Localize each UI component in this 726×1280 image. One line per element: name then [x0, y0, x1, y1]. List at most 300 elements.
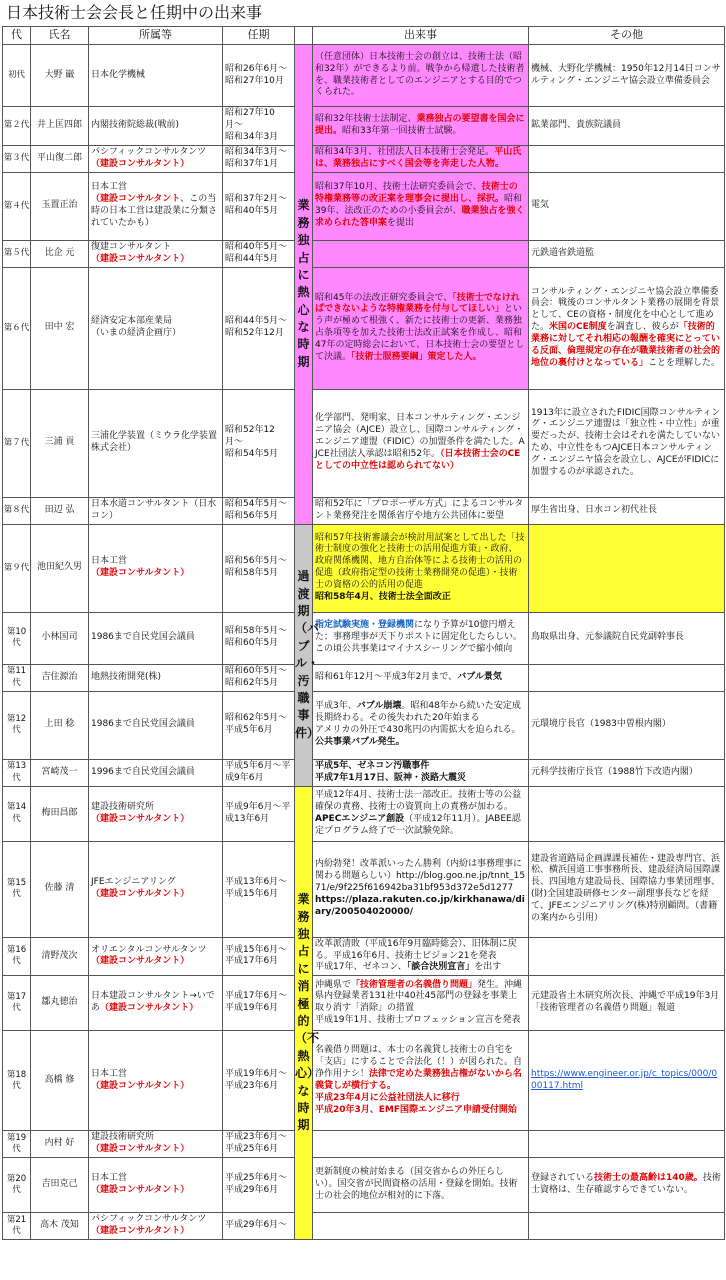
other-cell	[529, 45, 725, 107]
event-cell	[313, 172, 529, 240]
event-text: 発生。沖縄県内登録業者131社中40社45部門の登録を事業上取り消す「消除」の措置	[315, 979, 523, 1014]
event-text: 沖縄県で	[315, 979, 352, 990]
table-row	[3, 45, 725, 107]
event-text: 昭和39年、法改正のための小委員会が、	[315, 194, 523, 217]
org-text: 1986まで自民党国会議員	[91, 632, 195, 643]
generation-cell: 第６代	[3, 267, 31, 389]
other-cell	[529, 937, 725, 976]
generation-cell: 第12代	[3, 691, 31, 759]
org-text: 日本工営	[91, 1068, 128, 1079]
org-text: （建設コンサルタント）	[91, 1185, 190, 1196]
org-cell	[89, 1131, 223, 1158]
event-text: 。昭和48年から続いた安定成長期終わる。その後失われた20年始まる	[315, 701, 521, 724]
other-text: を調査し、彼らが	[606, 322, 679, 333]
name-cell: 吉田克己	[31, 1158, 89, 1213]
org-cell	[89, 612, 223, 664]
event-text: 昭和61年12月〜平成3年2月まで、	[315, 671, 458, 682]
org-cell	[89, 1213, 223, 1240]
org-text: （建設コンサルタント）	[91, 813, 190, 824]
event-text: という声が極めて根強く、新たに技術士の更新、業務独占条項等を加えた技術士法改正試案を作成し、昭和47年の定時総会において、日本技術士会の要望として決議。	[315, 304, 525, 362]
generation-cell: 第17代	[3, 976, 31, 1031]
event-cell	[313, 1158, 529, 1213]
other-cell	[529, 240, 725, 267]
event-text: （平成12年11月）。JABEE認定プログラム終了で一次試験免除。	[315, 813, 521, 836]
table-row	[3, 172, 725, 240]
table-row	[3, 1158, 725, 1213]
term-cell	[223, 1031, 295, 1131]
event-text: 「技術士服務要綱」策定した人。	[351, 351, 482, 362]
event-text: 昭和34年3月、社団法人日本技術士会発足。	[315, 146, 495, 157]
term-cell	[223, 1213, 295, 1240]
generation-cell: 第11代	[3, 664, 31, 691]
event-text: 昭和33年第一回技術士試験。	[342, 125, 462, 136]
term-line: 平成5年6月〜平成9年6月	[225, 760, 291, 783]
org-cell	[89, 841, 223, 937]
event-text: この頃公共事業はマイナスシーリングで縮小傾向	[315, 644, 513, 655]
table-row	[3, 786, 725, 841]
term-line: 昭和37年1月	[225, 158, 279, 169]
table-row	[3, 107, 725, 146]
event-text: 平成12年4月、技術士法一部改正。技術士等の公益確保の責務、技術士の資質向上の責務が加わる。	[315, 789, 522, 812]
other-cell	[529, 389, 725, 497]
event-cell	[313, 976, 529, 1031]
event-cell	[313, 267, 529, 389]
term-cell	[223, 664, 295, 691]
term-line: 平成17年6月	[225, 956, 279, 967]
header-event: 出来事	[313, 27, 529, 45]
event-text: 内紛勃発！改革派いったん勝利（内紛は事務理事に関わる問題らしい）http://blog.goo.ne.jp/tnnt_1571/e/9f225f616942ba31bf953d372e5d1277	[315, 859, 526, 894]
table-row	[3, 1031, 725, 1131]
other-cell	[529, 841, 725, 937]
term-line: 平成17年6月〜	[225, 991, 288, 1002]
org-cell	[89, 786, 223, 841]
term-line: 平成13年6月〜	[225, 877, 288, 888]
org-cell	[89, 976, 223, 1031]
event-cell	[313, 1031, 529, 1131]
event-text: 業務独占の要望書を国会に提出。	[315, 113, 525, 136]
org-cell	[89, 389, 223, 497]
term-line: 昭和62年5月	[225, 677, 279, 688]
term-cell	[223, 389, 295, 497]
other-text: 機械、大野化学機械：1950年12月14日コンサルティング・エンジニヤ協会設立準備委員会	[531, 63, 721, 86]
org-text: 地熱技術開発(株)	[91, 671, 162, 682]
org-text: （いまの経済企画庁）	[91, 328, 182, 339]
other-cell	[529, 664, 725, 691]
name-cell: 吉住源治	[31, 664, 89, 691]
table-row	[3, 1131, 725, 1158]
term-cell	[223, 976, 295, 1031]
event-text: 平成7年1月17日、阪神・淡路大震災	[315, 772, 467, 783]
org-cell	[89, 172, 223, 240]
term-line: 平成15年6月	[225, 889, 279, 900]
org-text: （建設コンサルタント）	[91, 158, 190, 169]
event-text: 法律で定めた業務独占権がないから名義貸しが横行する。	[315, 1068, 522, 1091]
generation-cell: 第14代	[3, 786, 31, 841]
event-text: 平成17年、ゼネコン、	[315, 962, 407, 973]
table-row	[3, 976, 725, 1031]
event-text: 昭和37年10月、技術士法研究委員会で、	[315, 182, 482, 193]
era-label: 過渡期（バブル・汚職事件）	[295, 524, 313, 786]
table-row	[3, 691, 725, 759]
event-cell	[313, 145, 529, 172]
org-cell	[89, 267, 223, 389]
term-cell	[223, 612, 295, 664]
org-cell	[89, 759, 223, 786]
term-cell	[223, 240, 295, 267]
event-text: 平成3年、	[315, 701, 357, 712]
org-text: 経済安定本部産業局	[91, 316, 173, 327]
term-line: 平成25年6月	[225, 1144, 279, 1155]
org-text: （建設コンサルタント）	[91, 956, 190, 967]
term-line: 昭和44年5月	[225, 253, 279, 264]
term-line: 昭和40年5月	[225, 206, 279, 217]
name-cell: 大野 巌	[31, 45, 89, 107]
other-cell	[529, 786, 725, 841]
event-text: 更新制度の検討始まる（国交省からの外圧らしい）。国交省が民間資格の活用・登録を開始。技術士の社会的地位が相対的に下落。	[315, 1167, 518, 1202]
other-text: 登録されている	[531, 1173, 595, 1184]
org-text: 日本工営	[91, 182, 128, 193]
header-org: 所属等	[89, 27, 223, 45]
generation-cell: 第10代	[3, 612, 31, 664]
term-line: 昭和52年12月	[225, 328, 284, 339]
event-text: 昭和32年技術士法制定、	[315, 113, 417, 124]
name-cell: 清野茂次	[31, 937, 89, 976]
name-cell: 上田 稔	[31, 691, 89, 759]
term-cell	[223, 1158, 295, 1213]
generation-cell: 第19代	[3, 1131, 31, 1158]
term-line: 昭和44年5月〜	[225, 316, 288, 327]
name-cell: 宮崎茂一	[31, 759, 89, 786]
other-cell	[529, 612, 725, 664]
event-cell	[313, 497, 529, 524]
event-text: 昭和58年4月、技術士法全面改正	[315, 591, 451, 602]
org-text: オリエンタルコンサルタンツ	[91, 944, 207, 955]
term-line: 昭和60年5月	[225, 638, 279, 649]
term-cell	[223, 497, 295, 524]
term-line: 平成29年6月〜	[225, 1220, 288, 1231]
name-cell: 高木 茂知	[31, 1213, 89, 1240]
event-cell	[313, 240, 529, 267]
event-text: （日本技術士会のCEとしての中立性は認められてない）	[315, 449, 521, 471]
other-text: 電気	[531, 200, 550, 211]
other-cell	[529, 1213, 725, 1240]
generation-cell: 第２代	[3, 107, 31, 146]
term-line: 昭和26年6月〜	[225, 63, 288, 74]
header-era	[295, 27, 313, 45]
other-text: 元環境庁長官（1983中曽根内閣）	[531, 719, 671, 730]
org-text: 1996まで自民党国会議員	[91, 766, 195, 777]
name-cell: 比企 元	[31, 240, 89, 267]
chairman-table	[2, 26, 725, 1240]
other-cell	[529, 1158, 725, 1213]
org-text: 内閣技術院総裁(戦前)	[91, 119, 180, 130]
era-label: 業務独占に消極的（不熱心）な時期	[295, 786, 313, 1240]
term-line: 平成9年6月〜平成13年6月	[225, 801, 291, 824]
event-text: 公共事業バブル発生。	[315, 737, 405, 747]
org-cell	[89, 664, 223, 691]
generation-cell: 第13代	[3, 759, 31, 786]
org-cell	[89, 45, 223, 107]
generation-cell: 第４代	[3, 172, 31, 240]
other-cell	[529, 759, 725, 786]
term-line: 昭和34年3月	[225, 131, 279, 142]
org-text: パシフィックコンサルタンツ	[91, 146, 207, 157]
org-cell	[89, 240, 223, 267]
event-cell	[313, 1213, 529, 1240]
org-cell	[89, 1158, 223, 1213]
generation-cell: 第18代	[3, 1031, 31, 1131]
event-cell	[313, 524, 529, 612]
event-text: 昭和52年に「プロポーザル方式」によるコンサルタント業務発注を関係省庁や地方公共団体に要望	[315, 498, 524, 521]
term-cell	[223, 172, 295, 240]
other-text: 元科学技術庁長官（1988竹下改造内閣）	[531, 766, 698, 777]
term-line: 平成15年6月〜	[225, 944, 288, 955]
table-row	[3, 145, 725, 172]
event-cell	[313, 1131, 529, 1158]
generation-cell: 第９代	[3, 524, 31, 612]
other-text: ことを理解した。	[648, 357, 721, 368]
org-cell	[89, 145, 223, 172]
generation-cell: 第５代	[3, 240, 31, 267]
term-line: 昭和54年5月〜	[225, 498, 288, 509]
term-cell	[223, 786, 295, 841]
term-cell	[223, 267, 295, 389]
other-text: 「技術的業務に対してそれ相応の報酬を確実にとっている反面、倫理規定の存在が職業技術者の社会的地位の裏付けとなっている」	[531, 322, 721, 368]
event-text: 「技術管理者の名義借り問題」	[351, 979, 478, 990]
table-row	[3, 524, 725, 612]
era-label: 業務独占に熱心な時期	[295, 45, 313, 525]
other-text: 技術士の最高齢は140歳。	[594, 1173, 703, 1184]
term-cell	[223, 524, 295, 612]
term-line: 昭和60年5月〜	[225, 665, 288, 676]
other-text: 鳥取県出身、元参議院自民党副幹事長	[531, 632, 685, 643]
event-text: （任意団体）日本技術士会の創立は、技術士法（昭和32年）ができるより前。戦争から帰還した技術者を、職業技術者としてのエンジニアとする目的でつくられた。	[315, 51, 525, 98]
org-cell	[89, 524, 223, 612]
header-term: 任期	[223, 27, 295, 45]
table-row	[3, 759, 725, 786]
name-cell: 佐藤 清	[31, 841, 89, 937]
generation-cell: 第21代	[3, 1213, 31, 1240]
event-text: 名義借り問題は、本士の名義貸し技術士の自宅を「支店」にすることで合法化（！）が図られた。自浄作用ナシ！	[315, 1045, 523, 1079]
org-text: 建設技術研究所	[91, 1132, 155, 1143]
event-cell	[313, 664, 529, 691]
page-title: 日本技術士会会長と任期中の出来事	[6, 3, 263, 22]
other-cell	[529, 976, 725, 1031]
term-line: 平成19年6月	[225, 1003, 279, 1014]
header-name: 氏名	[31, 27, 89, 45]
org-text: 日本水道コンサルタント（日水コン）	[91, 498, 217, 521]
event-text: 平成19年1月、技術士プロフェッション宣言を発表	[315, 1015, 521, 1026]
term-line: 昭和40年5月〜	[225, 241, 288, 252]
event-text: バブル景気	[457, 671, 502, 682]
org-text: 三浦化学装置（ミウラ化学装置株式会社）	[91, 431, 218, 454]
generation-cell: 第８代	[3, 497, 31, 524]
org-text: 日本工営	[91, 556, 128, 567]
event-text: 平成5年、ゼネコン汚職事件	[315, 760, 430, 771]
term-cell	[223, 107, 295, 146]
generation-cell: 第15代	[3, 841, 31, 937]
org-text: （建設コンサルタント）	[91, 1226, 190, 1237]
generation-cell: 第20代	[3, 1158, 31, 1213]
term-line: 平成23年6月	[225, 1080, 279, 1091]
org-text: 日本化学機械	[91, 69, 146, 80]
other-cell	[529, 497, 725, 524]
other-cell	[529, 172, 725, 240]
generation-cell: 第３代	[3, 145, 31, 172]
term-cell	[223, 45, 295, 107]
name-cell: 田辺 弘	[31, 497, 89, 524]
header-dai: 代	[3, 27, 31, 45]
event-text: を提出	[387, 218, 415, 228]
other-cell	[529, 107, 725, 146]
term-line: 昭和54年5月	[225, 449, 279, 460]
org-text: 復建コンサルタント	[91, 241, 172, 252]
event-text: 指定試験実施・登録機関	[315, 620, 415, 631]
event-cell	[313, 45, 529, 107]
other-cell	[529, 145, 725, 172]
name-cell: 玉置正治	[31, 172, 89, 240]
org-text: （建設コンサルタント	[91, 194, 181, 205]
org-text: 、この当時の日本工営は建設業に分類されていたかも）	[91, 194, 218, 228]
org-text: （建設コンサルタント）	[91, 253, 190, 264]
name-cell: 池田紀久男	[31, 524, 89, 612]
org-text: 日本建設コンサルタント→いであ	[91, 991, 215, 1014]
generation-cell: 第16代	[3, 937, 31, 976]
other-text: 1913年に設立されたFIDIC国際コンサルティング・エンジニア連盟は「独立性・中立性」が重要だったが、技術士会はそれを満たしていないため、中立性をもつAJCE日本コンサルティング・エンジニヤ協会を設立し、AJCEがFIDICに加盟するのが承認された。	[531, 407, 721, 477]
term-cell	[223, 1131, 295, 1158]
event-text: 平山氏は、業務独占にすべく国会等を奔走した人物。	[315, 146, 522, 169]
table-row	[3, 664, 725, 691]
name-cell: 梅田昌郎	[31, 786, 89, 841]
org-cell	[89, 497, 223, 524]
event-cell	[313, 841, 529, 937]
table-row	[3, 267, 725, 389]
org-text: 建設技術研究所	[91, 801, 155, 812]
table-row	[3, 240, 725, 267]
name-cell: 小林国司	[31, 612, 89, 664]
name-cell: 田中 宏	[31, 267, 89, 389]
name-cell: 三浦 貢	[31, 389, 89, 497]
term-cell	[223, 841, 295, 937]
term-cell	[223, 937, 295, 976]
org-text: （建設コンサルタント）	[91, 568, 190, 579]
org-text: 1986まで自民党国会議員	[91, 719, 195, 730]
event-text: アメリカの外圧で430兆円の内需拡大を迫られる。	[315, 725, 521, 736]
term-line: 平成29年6月	[225, 1185, 279, 1196]
event-cell	[313, 937, 529, 976]
event-text: 平成23年4月に公益社団法人に移行	[315, 1092, 460, 1103]
other-text: 鉱業部門、貴族院議員	[531, 119, 622, 130]
term-cell	[223, 691, 295, 759]
table-row	[3, 612, 725, 664]
event-cell	[313, 107, 529, 146]
term-line: 平成25年6月〜	[225, 1173, 288, 1184]
event-text: 「技術士でなければできないような特権業務を付与してほしい」	[315, 292, 520, 315]
event-text: 化学部門、発明家、日本コンサルティング・エンジニア協会（AJCE）設立し、国際コンサルティング・エンジニア連盟（FIDIC）の加盟条件を満たした。AJCE社団法人承認は昭和52年。	[315, 413, 525, 460]
org-cell	[89, 691, 223, 759]
org-text: JFEエンジニアリング	[91, 877, 176, 888]
other-text[interactable]: https://www.engineer.or.jp/c_topics/000/000117.html	[531, 1068, 718, 1091]
term-line: 昭和52年12月〜	[225, 425, 275, 448]
table-row	[3, 497, 725, 524]
term-line: 平成5年6月	[225, 725, 273, 736]
org-text: 日本工営	[91, 1173, 128, 1184]
term-line: 昭和58年5月〜	[225, 626, 288, 637]
header-other: その他	[529, 27, 725, 45]
term-line: 昭和27年10月〜	[225, 108, 275, 130]
org-text: （建設コンサルタント）	[91, 1080, 190, 1091]
event-text: 職業独占を強く求められた答申案	[315, 206, 525, 228]
term-line: 昭和56年5月	[225, 510, 279, 521]
other-cell	[529, 1031, 725, 1131]
name-cell: 平山復二郎	[31, 145, 89, 172]
event-text: 改革派清敗（平成16年9月臨時総会）、旧体制に戻る。平成16年6月、技術士ビジョン21を発表	[315, 938, 517, 961]
name-cell: 鄒丸徳治	[31, 976, 89, 1031]
other-text: 元鉄道省鉄道監	[531, 247, 595, 258]
event-cell	[313, 612, 529, 664]
term-line: 昭和27年10月	[225, 75, 284, 86]
org-text: （建設コンサルタント）	[91, 1144, 190, 1155]
generation-cell: 初代	[3, 45, 31, 107]
term-cell	[223, 759, 295, 786]
org-text: パシフィックコンサルタンツ	[91, 1214, 207, 1225]
term-cell	[223, 145, 295, 172]
term-line: 昭和34年3月〜	[225, 146, 288, 157]
other-cell	[529, 691, 725, 759]
other-text: 米国のCE制度	[549, 322, 607, 333]
table-row	[3, 1213, 725, 1240]
other-text: 厚生省出身、日水コン初代社長	[531, 504, 658, 515]
term-line: 昭和56年5月〜	[225, 556, 288, 567]
event-cell	[313, 389, 529, 497]
term-line: 平成23年6月〜	[225, 1132, 288, 1143]
other-text: コンサルティング・エンジニヤ協会設立準備委員会：戦後のコンサルタント業務の展開を背景として、CEの資格・制度化を中心として進めた。	[531, 286, 720, 333]
event-text: 技術士の特権業務等の改正案を理事会に提出し、採択。	[315, 182, 518, 205]
table-row	[3, 937, 725, 976]
generation-cell: 第７代	[3, 389, 31, 497]
other-cell	[529, 267, 725, 389]
term-line: 昭和62年5月〜	[225, 713, 288, 724]
name-cell: 内村 好	[31, 1131, 89, 1158]
other-text: 元建設省土木研究所次長、沖縄で平成19年3月「技術管理者の名義借り問題」報道	[531, 991, 720, 1014]
event-cell	[313, 759, 529, 786]
event-text: https://plaza.rakuten.co.jp/kirkhanawa/diary/200504020000/	[315, 895, 525, 917]
term-line: 平成19年6月〜	[225, 1068, 288, 1079]
other-text: 技術士資格は、生存確認すらできていない。	[531, 1173, 721, 1196]
org-cell	[89, 107, 223, 146]
org-cell	[89, 937, 223, 976]
event-cell	[313, 691, 529, 759]
table-header-row	[3, 27, 725, 45]
event-text: になり予算が10億円増えた；事務理事が天下りポストに固定化したらしい。	[315, 620, 523, 643]
event-text: バブル崩壊	[356, 701, 402, 712]
event-text: 平成20年3月、EMF国際エンジニア申請受付開始	[315, 1104, 517, 1115]
other-cell	[529, 1131, 725, 1158]
event-text: 昭和45年の法改正研究委員会で、	[315, 292, 453, 303]
table-row	[3, 841, 725, 937]
other-text: 建設省道路局企画課課長補佐・建設専門官、浜松、横浜国道工事事務所長、建設経済局国際課長、四国地方建設局長、国際協力事業団理事、(財)全国建設研修センター副理事長などを経て、JFEエンジニアリング(株)特別顧問。（書籍の案内から引用）	[531, 853, 721, 923]
org-text: （建設コンサルタント）	[91, 889, 190, 900]
event-text: APECエンジニア創設	[315, 813, 405, 824]
event-cell	[313, 786, 529, 841]
other-cell	[529, 524, 725, 612]
event-text: 昭和57年技術審議会が検討用試案として出した「技術士制度の強化と技術士の活用促進方策」・政府、政府関係機関、地方自治体等による技術士の活用の促進（政府指定型の技術士業務開発の促進）・技術士の資格の公的活用の促進	[315, 532, 525, 590]
event-text: を出す	[474, 962, 502, 973]
term-line: 昭和37年2月〜	[225, 194, 288, 205]
table-row	[3, 389, 725, 497]
name-cell: 井上匡四郎	[31, 107, 89, 146]
term-line: 昭和58年5月	[225, 568, 279, 579]
